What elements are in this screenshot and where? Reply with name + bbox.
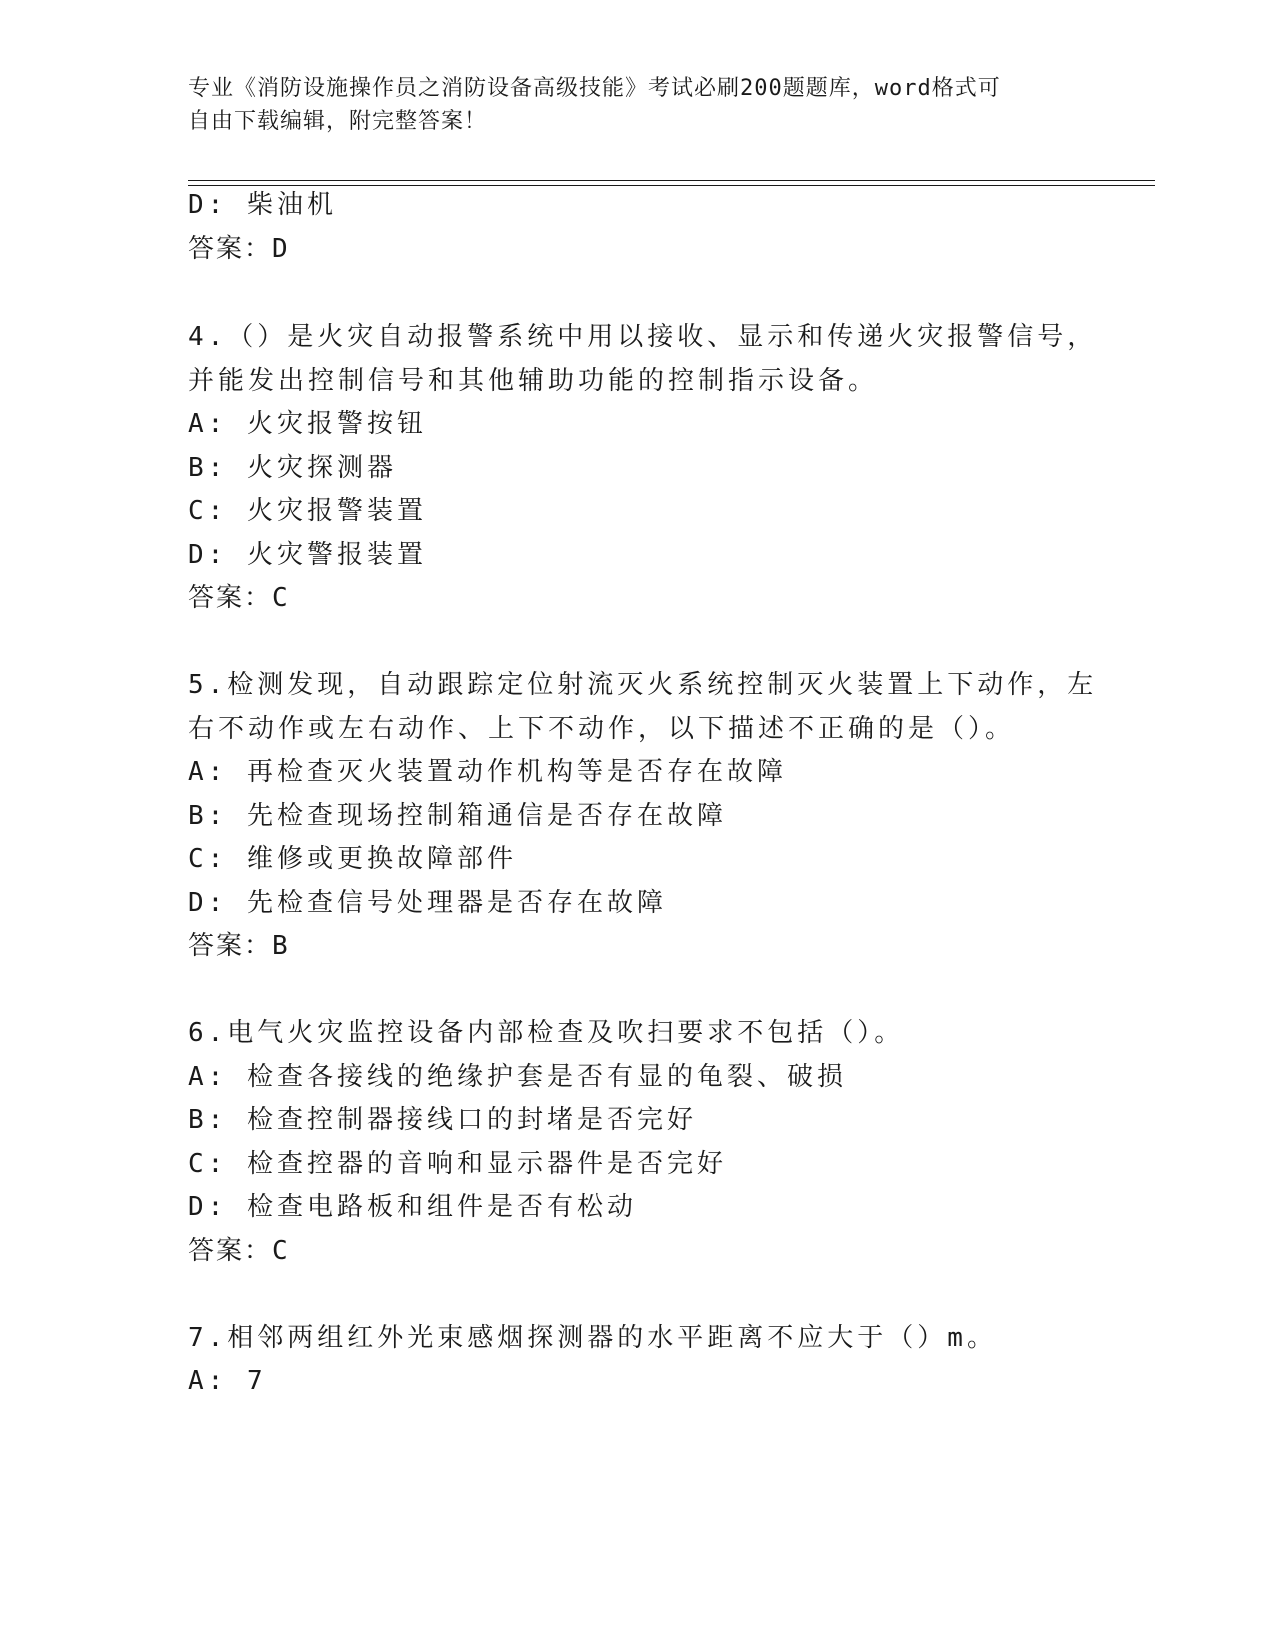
q5-answer: 答案：B <box>188 931 290 961</box>
q6-option-a: A: 检查各接线的绝缘护套是否有显的龟裂、破损 <box>188 1062 847 1092</box>
q4-option-c: C: 火灾报警装置 <box>188 496 427 526</box>
q5-option-c: C: 维修或更换故障部件 <box>188 844 517 874</box>
q6-option-d: D: 检查电路板和组件是否有松动 <box>188 1192 637 1222</box>
q6-stem-line-1: 6.电气火灾监控设备内部检查及吹扫要求不包括（）。 <box>188 1018 905 1048</box>
header-rule-top <box>188 180 1155 181</box>
header-rule-bottom <box>188 185 1155 186</box>
document-header <box>188 72 1068 138</box>
q5-option-d: D: 先检查信号处理器是否存在故障 <box>188 888 667 918</box>
q6-option-b: B: 检查控制器接线口的封堵是否完好 <box>188 1105 697 1135</box>
q7-option-a: A: 7 <box>188 1366 267 1396</box>
q4-option-a: A: 火灾报警按钮 <box>188 409 427 439</box>
q5-stem-line-1: 5.检测发现，自动跟踪定位射流灭火系统控制灭火装置上下动作，左 <box>188 670 1098 700</box>
q4-option-b: B: 火灾探测器 <box>188 453 397 483</box>
q3-answer: 答案：D <box>188 234 290 264</box>
q3-option-d: D: 柴油机 <box>188 190 337 220</box>
q6-answer: 答案：C <box>188 1236 290 1266</box>
header-title-line-1: 专业《消防设施操作员之消防设备高级技能》考试必刷200题题库，word格式可 <box>188 76 1001 101</box>
q4-option-d: D: 火灾警报装置 <box>188 540 427 570</box>
q5-option-a: A: 再检查灭火装置动作机构等是否存在故障 <box>188 757 787 787</box>
q5-stem-line-2: 右不动作或左右动作、上下不动作，以下描述不正确的是（）。 <box>188 714 1016 744</box>
q7-stem-line-1: 7.相邻两组红外光束感烟探测器的水平距离不应大于（）m。 <box>188 1323 997 1353</box>
header-title-line-2: 自由下载编辑，附完整答案！ <box>188 109 488 134</box>
q5-option-b: B: 先检查现场控制箱通信是否存在故障 <box>188 801 727 831</box>
q4-stem-line-2: 并能发出控制信号和其他辅助功能的控制指示设备。 <box>188 366 879 396</box>
q4-answer: 答案：C <box>188 583 290 613</box>
q6-option-c: C: 检查控器的音响和显示器件是否完好 <box>188 1149 727 1179</box>
q4-stem-line-1: 4.（）是火灾自动报警系统中用以接收、显示和传递火灾报警信号， <box>188 322 1098 352</box>
